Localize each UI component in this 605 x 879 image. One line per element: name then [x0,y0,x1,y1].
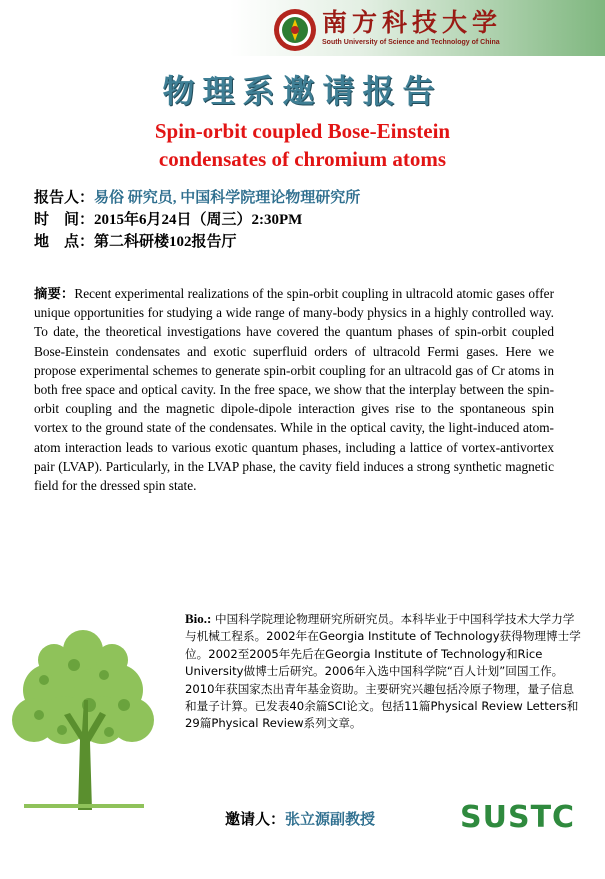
venue-row [34,232,574,252]
talk-title-line2: condensates of chromium atoms [158,147,447,171]
talk-title-line1: Spin-orbit coupled Bose-Einstein [154,119,451,143]
abstract-label: 摘要： [34,286,75,301]
sustc-logo: SUSTC [460,800,576,835]
poster-title: 物理系邀请报告 [162,72,443,110]
venue-value: 第二科研楼102报告厅 [94,234,237,250]
bio-label: Bio.: [185,611,212,626]
inviter-value: 张立源副教授 [285,812,376,828]
bio [185,610,583,733]
venue-label: 地 点： [34,234,95,250]
time-label: 时 间： [34,212,95,228]
inviter-label: 邀请人： [225,812,286,828]
time-row [34,210,574,230]
tree-illustration-icon [4,620,162,810]
bio-text: 中国科学院理论物理研究所研究员。本科毕业于中国科学技术大学力学与机械工程系。2002年在Georgia Institute of Technology获得物理博士学位。2002至2005年先后在Georgia Institute of Technology和Rice University做博士后研究。2006年入选中国科学院“百人计划”回国工作。2010年获国家杰出青年基金资助。主要研究兴趣包括冷原子物理，量子信息和量子计算。已发表40余篇SCI论文。包括11篇Physical Review Letters和29篇Physical Review系列文章。 [185,612,581,731]
university-emblem-icon [273,8,317,52]
inviter-row [225,808,375,829]
speaker-row [34,188,574,208]
abstract-text: Recent experimental realizations of the spin-orbit coupling in ultracold atomic gases offer unique opportunities for studying a wide range of many-body physics in a highly controlled way. To date, the theoretical investigations have covered the quantum phases of spin-orbit coupled Bose-Einstein condensates and exotic superfluid orders of ultracold Fermi gases. Here we propose experimental schemes to generate spin-orbit coupling for an ultracold gas of Cr atoms in both free space and optical cavity. In the free space, we show that the interplay between the spin-orbit coupling and the magnetic dipole-dipole interaction gives rise to the spontaneous spin vortex to the ground state of the condensates. While in the optical cavity, the light-induced atom-atom interaction leads to various exotic quantum phases, including a lattice of vortex-antivortex pair (LVAP). Particularly, in the LVAP phase, the cavity field induces a strong synthetic magnetic field for the dressed spin state. [34,286,554,494]
school-name: 南方科技大学 [322,8,503,37]
talk-title [40,117,565,173]
speaker-label: 报告人： [34,190,95,206]
speaker-value: 易俗 研究员, 中国科学院理论物理研究所 [94,190,361,206]
abstract [34,284,554,495]
time-value: 2015年6月24日（周三）2:30PM [94,212,303,228]
school-name-en: South University of Science and Technology of China [322,39,500,46]
